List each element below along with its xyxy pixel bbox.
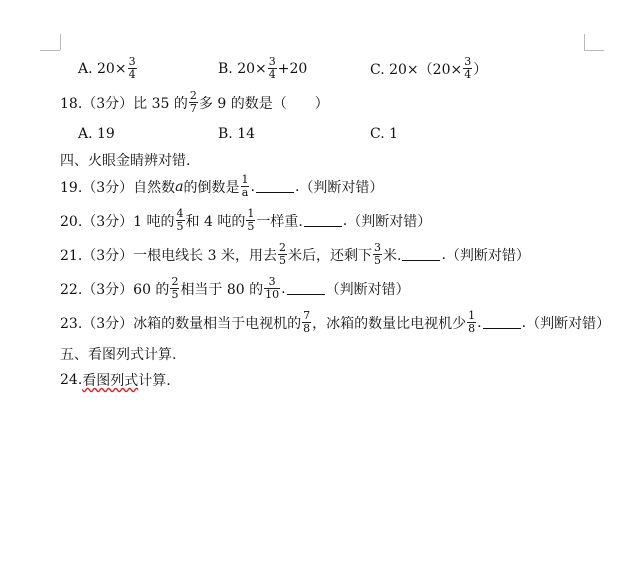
answer-blank[interactable] <box>304 215 342 227</box>
q18-option-c: C. 1 <box>370 126 399 142</box>
section-5-heading: 五、看图列式计算. <box>60 347 177 363</box>
q17-option-b: B. 20× $\frac{3}{4}$ +20 <box>218 55 308 81</box>
fraction: $\frac{3}{4}$ <box>128 55 136 81</box>
fraction: $\frac{1}{8}$ <box>468 309 476 335</box>
question-19: 19.（3分）自然数 a 的倒数是 $\frac{1}{a}$ . . （判断对错） <box>60 173 384 199</box>
q18-option-b: B. 14 <box>218 126 256 142</box>
fraction: $\frac{3}{4}$ <box>268 55 276 81</box>
question-20: 20.（3分）1 吨的 $\frac{4}{5}$ 和 4 吨的 $\frac{1}{5}$ 一样重. . （判断对错） <box>60 207 432 233</box>
fraction: $\frac{3}{4}$ <box>464 55 472 81</box>
question-24: 24. 看图列式 计算. <box>60 372 171 389</box>
answer-blank[interactable] <box>483 317 521 329</box>
section-4-heading: 四、火眼金睛辨对错. <box>60 153 191 169</box>
fraction: $\frac{1}{5}$ <box>247 207 255 233</box>
answer-blank[interactable] <box>256 181 294 193</box>
fraction: $\frac{3}{5}$ <box>373 241 381 267</box>
spellcheck-underline: 看图列式 <box>82 373 139 389</box>
q17-option-c: C. 20×（20× $\frac{3}{4}$ ） <box>370 55 488 81</box>
question-22: 22.（3分）60 的 $\frac{2}{5}$ 相当于 80 的 $\frac{3}{10}$ . （判断对错） <box>60 275 410 301</box>
question-21: 21.（3分）一根电线长 3 米，用去 $\frac{2}{5}$ 米后，还剩下 $\frac{3}{5}$ 米. . （判断对错） <box>60 241 530 267</box>
question-18: 18.（3分）比 35 的 $\frac{2}{7}$ 多 9 的数是（ ） <box>60 89 329 115</box>
answer-blank[interactable] <box>287 283 325 295</box>
fraction: $\frac{2}{5}$ <box>278 241 286 267</box>
fraction: $\frac{2}{5}$ <box>171 275 179 301</box>
q18-option-a: A. 19 <box>78 126 115 142</box>
fraction: $\frac{4}{5}$ <box>176 207 184 233</box>
question-23: 23.（3分）冰箱的数量相当于电视机的 $\frac{7}{8}$ ，冰箱的数量比电视机少 $\frac{1}{8}$ . . （判断对错） <box>60 309 611 335</box>
answer-blank[interactable] <box>402 249 440 261</box>
q17-option-a: A. 20× $\frac{3}{4}$ <box>78 55 136 81</box>
fraction: $\frac{7}{8}$ <box>303 309 311 335</box>
fraction: $\frac{3}{10}$ <box>265 275 280 301</box>
fraction: $\frac{1}{a}$ <box>241 173 249 199</box>
fraction: $\frac{2}{7}$ <box>189 89 197 115</box>
